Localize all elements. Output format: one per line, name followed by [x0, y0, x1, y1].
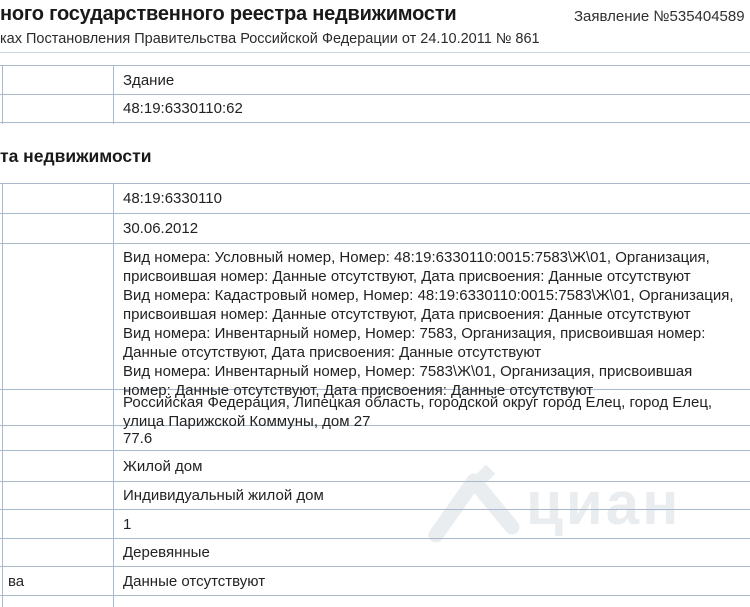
section-heading-fragment: та недвижимости — [0, 146, 152, 166]
row-label-cell — [0, 244, 113, 389]
row-label-cell — [0, 426, 113, 450]
document-title-fragment: ного государственного реестра недвижимости — [0, 3, 457, 25]
row-value-cell: Индивидуальный жилой дом — [123, 487, 324, 504]
row-label-cell — [0, 451, 113, 481]
row-label-cell — [0, 214, 113, 243]
row-label-cell — [0, 596, 113, 607]
row-value-cell: Данные отсутствуют — [123, 572, 266, 590]
row-value-cell: 48:19:6330110 — [123, 190, 222, 207]
row-label-cell — [0, 390, 113, 425]
number-entry: Вид номера: Инвентарный номер, Номер: 7583, Организация, присвоившая номер: Данные отсутствуют, Дата присвоения: Данные отсутствуют — [123, 325, 706, 361]
header-divider — [0, 52, 750, 53]
row-value-cell: 30.06.2012 — [123, 220, 199, 237]
number-entry: Вид номера: Кадастровый номер, Номер: 48:19:6330110:0015:7583\Ж\01, Организация, присвоившая номер: Данные отсутствуют, Дата присвоения: Данные отсутствуют — [123, 287, 734, 323]
row-label-cell — [0, 510, 113, 538]
row-label-cell — [0, 66, 113, 94]
number-entry: Вид номера: Условный номер, Номер: 48:19:6330110:0015:7583\Ж\01, Организация, присвоившая номер: Данные отсутствуют, Дата присвоения: Данные отсутствуют — [123, 249, 710, 285]
row-label-cell — [0, 567, 113, 595]
row-value-cell: 1 — [123, 515, 132, 533]
row-label-cell — [0, 539, 113, 566]
table1-left-border — [2, 65, 3, 124]
row-value-cell — [113, 244, 750, 399]
row-label-cell — [0, 482, 113, 509]
row-value-cell: Деревянные — [123, 544, 210, 561]
row-value-cell: Жилой дом — [123, 457, 203, 475]
row-value-cell: 77.6 — [123, 429, 153, 447]
number-entry: Вид номера: Инвентарный номер, Номер: 7583\Ж\01, Организация, присвоившая номер: Данные отсутствуют, Дата присвоения: Данные отсутствуют — [123, 363, 693, 399]
table1-column-divider — [113, 65, 114, 124]
row-value-cell: Российская Федерация, Липецкая область, городской округ город Елец, город Елец, улица Парижской Коммуны, дом 27 — [123, 394, 713, 430]
application-number: Заявление №535404589 — [574, 8, 745, 25]
cian-watermark-text: циан — [526, 470, 682, 537]
row-value-cell: 48:19:6330110:62 — [123, 100, 243, 117]
label-fragment: ва — [8, 572, 25, 590]
row-label-cell — [0, 184, 113, 213]
row-label-cell — [0, 95, 113, 122]
table2-column-divider — [113, 183, 114, 607]
row-value-cell: Здание — [123, 71, 175, 89]
table2-left-border — [2, 183, 3, 607]
row-value-cell — [113, 596, 750, 607]
document-subtitle-fragment: ках Постановления Правительства Российской Федерации от 24.10.2011 № 861 — [0, 31, 540, 47]
